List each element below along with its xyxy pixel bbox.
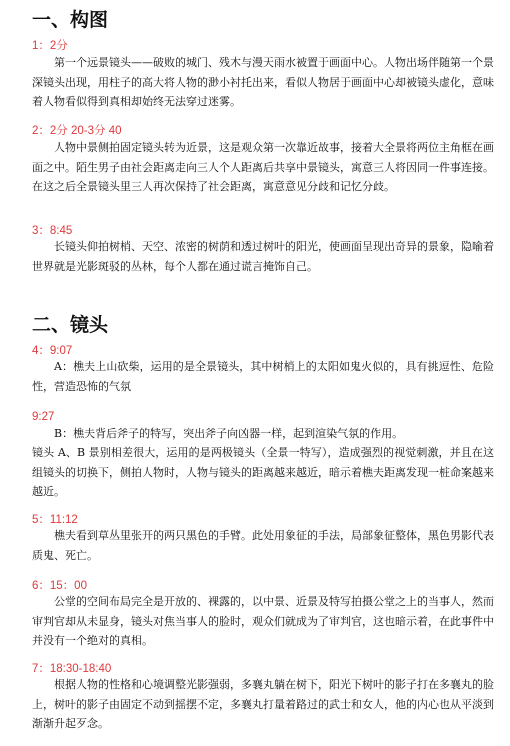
shot-description-b: B：樵夫背后斧子的特写，突出斧子向凶器一样，起到渲染气氛的作用。 <box>54 427 404 440</box>
shot-label-6: 6：15：00 <box>32 580 87 592</box>
shot-description-6: 公堂的空间布局完全是开放的、裸露的，以中景、近景及特写拍摄公堂之上的当事人，然而审判官却从未显身，镜头对焦当事人的脸时，观众们就成为了审判官，这也暗示着，在此事件中并没有一个绝对的真相。 <box>32 595 494 647</box>
shot-label-3: 3：8:45 <box>32 225 73 237</box>
shot-description-5: 樵夫看到草丛里张开的两只黑色的手臂。此处用象征的手法，局部象征整体，黑色男影代表质鬼、死亡。 <box>32 529 494 562</box>
shot-description-7: 根据人物的性格和心境调整光影强弱，多襄丸躺在树下，阳光下树叶的影子打在多襄丸的脸上，树叶的影子由固定不动到摇摆不定，多襄丸打量着路过的武士和女人，他的内心也从平淡到渐渐升起歹念。 <box>32 678 494 730</box>
section-heading-composition: 一、构图 <box>32 9 109 31</box>
shot-description-4: A：樵夫上山砍柴，运用的是全景镜头，其中树梢上的太阳如鬼火似的，具有挑逗性、危险性，营造恐怖的气氛 <box>32 360 494 393</box>
shot-label-1: 1：2分 <box>32 40 68 52</box>
shot-label-4: 4：9:07 <box>32 345 73 357</box>
shot-label-5: 5：11:12 <box>32 514 78 526</box>
shot-label-7: 7：18:30-18:40 <box>32 663 112 675</box>
shot-label-9-27: 9:27 <box>32 411 55 423</box>
section-heading-shots: 二、镜头 <box>32 314 109 336</box>
shot-description-2: 人物中景侧拍固定镜头转为近景，这是观众第一次靠近故事，接着大全景将两位主角框在画面之中。陌生男子由社会距离走向三人个人距离后共享中景镜头，寓意三人将因同一件事连接。在这之后全景镜头里三人再次保持了社会距离，寓意意见分歧和记忆分歧。 <box>32 141 494 193</box>
shot-label-2: 2：2分 20-3分 40 <box>32 125 122 137</box>
shot-description-ab: 镜头 A、B 景别相差很大，运用的是两极镜头（全景一特写），造成强烈的视觉刺激，并且在这组镜头的切换下，侧拍人物时，人物与镜头的距离越来越近，暗示着樵夫距离发现一桩命案越来越近。 <box>32 446 494 498</box>
shot-description-1: 第一个远景镜头——破败的城门、残木与漫天雨水被置于画面中心。人物出场伴随第一个景深镜头出现，用柱子的高大将人物的渺小衬托出来，看似人物居于画面中心却被镜头虚化，意味着人物看似得到真相却始终无法穿过迷雾。 <box>32 56 494 108</box>
shot-description-3: 长镜头仰拍树梢、天空、浓密的树荫和透过树叶的阳光，使画面呈现出奇异的景象，隐喻着世界就是光影斑驳的丛林，每个人都在通过谎言掩饰自己。 <box>32 240 494 273</box>
